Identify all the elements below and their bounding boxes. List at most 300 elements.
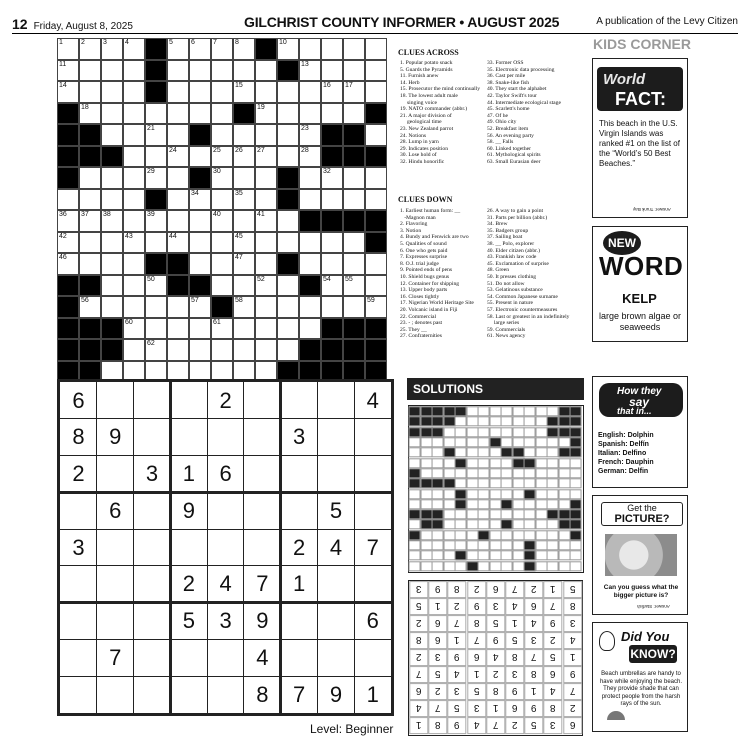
solution-cell	[536, 478, 548, 488]
solution-cell	[455, 540, 467, 550]
crossword-cell[interactable]	[123, 275, 145, 297]
solution-digit: 2	[409, 649, 428, 666]
clue-number: 62	[147, 340, 155, 347]
crossword-block	[189, 124, 211, 146]
language-label: Spanish:	[598, 441, 630, 448]
crossword-cell[interactable]	[167, 167, 189, 189]
sudoku-cell: 7	[256, 571, 269, 597]
crossword-cell[interactable]	[277, 296, 299, 318]
sudoku-cell[interactable]	[134, 566, 171, 603]
crossword-cell[interactable]	[277, 124, 299, 146]
crossword-cell[interactable]	[167, 81, 189, 103]
crossword-cell[interactable]	[343, 38, 365, 60]
solution-cell	[478, 447, 490, 457]
crossword-cell[interactable]	[255, 232, 277, 254]
clue-number: 59	[367, 297, 375, 304]
solution-digit: 1	[505, 615, 524, 632]
crossword-cell[interactable]	[145, 339, 167, 361]
crossword-cell[interactable]	[299, 189, 321, 211]
solution-digit: 6	[543, 666, 562, 683]
crossword-cell[interactable]	[321, 81, 343, 103]
crossword-cell[interactable]	[255, 318, 277, 340]
crossword-cell[interactable]	[101, 275, 123, 297]
crossword-cell[interactable]	[123, 253, 145, 275]
sudoku-cell[interactable]	[354, 456, 391, 493]
solutions-title: SOLUTIONS	[407, 378, 584, 400]
crossword-cell[interactable]	[123, 318, 145, 340]
sudoku-cell[interactable]	[134, 492, 171, 529]
solution-cell	[513, 530, 525, 540]
crossword-cell[interactable]	[343, 253, 365, 275]
crossword-cell[interactable]	[255, 189, 277, 211]
solution-block	[421, 509, 433, 519]
sudoku-cell[interactable]	[60, 603, 97, 640]
did-you-label: Did You	[621, 629, 670, 644]
solution-cell	[455, 447, 467, 457]
crossword-cell[interactable]	[57, 81, 79, 103]
crossword-cell[interactable]	[123, 103, 145, 125]
crossword-cell[interactable]	[343, 167, 365, 189]
sudoku-gridline	[279, 382, 282, 713]
crossword-cell[interactable]	[145, 210, 167, 232]
crossword-cell[interactable]	[321, 296, 343, 318]
clue: 50. It presses clothing	[487, 273, 537, 280]
clue-number: 57	[191, 297, 199, 304]
crossword-cell[interactable]	[233, 81, 255, 103]
crossword-cell[interactable]	[101, 38, 123, 60]
crossword-cell[interactable]	[277, 103, 299, 125]
crossword-cell[interactable]	[255, 339, 277, 361]
sudoku-cell: 1	[182, 461, 195, 487]
sudoku-cell: 1	[366, 681, 379, 707]
crossword-block	[211, 296, 233, 318]
sudoku-cell[interactable]	[281, 456, 318, 493]
crossword-cell[interactable]	[123, 81, 145, 103]
sudoku-cell[interactable]	[134, 603, 171, 640]
crossword-cell[interactable]	[277, 210, 299, 232]
crossword-cell[interactable]	[167, 296, 189, 318]
crossword-cell[interactable]	[255, 253, 277, 275]
solution-digit: 3	[428, 649, 447, 666]
crossword-cell[interactable]	[123, 210, 145, 232]
solution-digit: 2	[467, 581, 486, 598]
crossword-cell[interactable]	[57, 210, 79, 232]
crossword-cell[interactable]	[233, 339, 255, 361]
crossword-cell[interactable]	[101, 210, 123, 232]
clue-number: 38	[103, 211, 111, 218]
crossword-cell[interactable]	[167, 146, 189, 168]
solution-cell	[547, 530, 559, 540]
solution-digit: 8	[447, 581, 466, 598]
solution-digit: 9	[447, 649, 466, 666]
crossword-cell[interactable]	[299, 103, 321, 125]
crossword-cell[interactable]	[189, 60, 211, 82]
crossword-cell[interactable]	[189, 210, 211, 232]
crossword-cell[interactable]	[233, 60, 255, 82]
solution-cell	[409, 437, 421, 447]
crossword-cell[interactable]	[167, 124, 189, 146]
header-rule	[12, 33, 738, 34]
sudoku-cell[interactable]	[134, 419, 171, 456]
solution-cell	[467, 530, 479, 540]
sudoku-cell[interactable]	[354, 492, 391, 529]
solution-cell	[536, 416, 548, 426]
crossword-cell[interactable]	[233, 167, 255, 189]
crossword-cell[interactable]	[123, 232, 145, 254]
crossword-cell[interactable]	[79, 189, 101, 211]
crossword-cell[interactable]	[189, 318, 211, 340]
crossword-cell[interactable]	[233, 253, 255, 275]
sudoku-cell[interactable]	[317, 603, 354, 640]
crossword-cell[interactable]	[365, 124, 387, 146]
crossword-cell[interactable]	[211, 253, 233, 275]
crossword-cell[interactable]	[321, 38, 343, 60]
crossword-cell[interactable]	[101, 103, 123, 125]
crossword-cell[interactable]	[145, 232, 167, 254]
clue-number: 25	[213, 146, 221, 154]
sudoku-cell[interactable]	[60, 639, 97, 676]
crossword-cell[interactable]	[123, 38, 145, 60]
how-they-say-badge	[599, 383, 683, 417]
sudoku-cell[interactable]	[354, 419, 391, 456]
crossword-cell[interactable]	[343, 60, 365, 82]
crossword-cell[interactable]	[79, 167, 101, 189]
sudoku-cell[interactable]	[60, 566, 97, 603]
clue: 18. The lowest adult male	[400, 92, 458, 99]
sudoku-cell[interactable]	[97, 456, 134, 493]
crossword-cell[interactable]	[255, 275, 277, 297]
solution-cell	[467, 406, 479, 416]
crossword-cell[interactable]	[299, 167, 321, 189]
solution-digit: 4	[447, 666, 466, 683]
crossword-cell[interactable]	[365, 253, 387, 275]
crossword-cell[interactable]	[365, 38, 387, 60]
crossword-cell[interactable]	[321, 275, 343, 297]
crossword-cell[interactable]	[343, 81, 365, 103]
sudoku-cell[interactable]	[170, 676, 207, 713]
sudoku-cell[interactable]	[244, 492, 281, 529]
crossword-cell[interactable]	[101, 124, 123, 146]
sudoku-cell[interactable]	[207, 676, 244, 713]
crossword-cell[interactable]	[255, 81, 277, 103]
crossword-cell[interactable]	[233, 318, 255, 340]
sudoku-cell[interactable]	[60, 676, 97, 713]
crossword-cell[interactable]	[343, 296, 365, 318]
crossword-block	[321, 124, 343, 146]
clue: 61. Mythological spirits	[487, 152, 541, 159]
crossword-cell[interactable]	[57, 189, 79, 211]
solution-cell	[536, 550, 548, 560]
crossword-cell[interactable]	[211, 232, 233, 254]
sudoku-cell[interactable]	[317, 639, 354, 676]
crossword-cell[interactable]	[365, 296, 387, 318]
solution-cell	[536, 427, 548, 437]
crossword-cell[interactable]	[189, 339, 211, 361]
crossword-cell[interactable]	[255, 167, 277, 189]
crossword-cell[interactable]	[167, 103, 189, 125]
sudoku-cell[interactable]	[354, 566, 391, 603]
crossword-cell[interactable]	[79, 38, 101, 60]
crossword-cell[interactable]	[299, 232, 321, 254]
solution-cell	[409, 550, 421, 560]
know-label: KNOW?	[630, 647, 676, 661]
crossword-cell[interactable]	[57, 38, 79, 60]
crossword-block	[189, 167, 211, 189]
crossword-cell[interactable]	[299, 146, 321, 168]
sudoku-cell[interactable]	[97, 382, 134, 419]
solution-digit: 7	[505, 581, 524, 598]
crossword-cell[interactable]	[211, 318, 233, 340]
crossword-cell[interactable]	[211, 189, 233, 211]
sudoku-cell[interactable]	[317, 382, 354, 419]
crossword-cell[interactable]	[189, 296, 211, 318]
sudoku-cell: 6	[72, 387, 85, 413]
crossword-cell[interactable]	[189, 253, 211, 275]
crossword-cell[interactable]	[211, 275, 233, 297]
crossword-cell[interactable]	[123, 189, 145, 211]
solution-block	[432, 478, 444, 488]
sudoku-cell[interactable]	[207, 529, 244, 566]
crossword-cell[interactable]	[255, 296, 277, 318]
crossword-cell[interactable]	[365, 81, 387, 103]
sudoku-cell[interactable]	[170, 639, 207, 676]
clue-number: 42	[59, 232, 67, 240]
crossword-cell[interactable]	[145, 124, 167, 146]
crossword-cell[interactable]	[101, 81, 123, 103]
crossword-cell[interactable]	[123, 60, 145, 82]
sudoku-cell[interactable]	[244, 529, 281, 566]
clue: 37. Sailing boat	[487, 234, 523, 241]
crossword-cell[interactable]	[211, 167, 233, 189]
crossword-cell[interactable]	[277, 38, 299, 60]
crossword-cell[interactable]	[299, 318, 321, 340]
clue-number: 55	[345, 275, 353, 283]
crossword-cell[interactable]	[343, 275, 365, 297]
clues-across-title: CLUES ACROSS	[398, 48, 459, 57]
crossword-cell[interactable]	[233, 189, 255, 211]
new-word-definition: large brown algae or seaweeds	[598, 311, 682, 332]
crossword-cell[interactable]	[255, 60, 277, 82]
crossword-cell[interactable]	[123, 124, 145, 146]
sudoku-cell[interactable]	[170, 529, 207, 566]
sudoku-cell[interactable]	[281, 492, 318, 529]
crossword-cell[interactable]	[365, 167, 387, 189]
sudoku-cell[interactable]	[97, 676, 134, 713]
sudoku-cell[interactable]	[97, 529, 134, 566]
crossword-cell[interactable]	[365, 60, 387, 82]
crossword-cell[interactable]	[145, 275, 167, 297]
crossword-cell[interactable]	[211, 38, 233, 60]
crossword-cell[interactable]	[167, 189, 189, 211]
crossword-cell[interactable]	[277, 232, 299, 254]
crossword-cell[interactable]	[299, 253, 321, 275]
solution-cell	[432, 540, 444, 550]
solution-cell	[421, 540, 433, 550]
clue-number: 5	[169, 39, 173, 46]
crossword-cell[interactable]	[189, 38, 211, 60]
crossword-cell[interactable]	[233, 232, 255, 254]
crossword-cell[interactable]	[211, 210, 233, 232]
sudoku-cell[interactable]	[317, 566, 354, 603]
clue: 6. One who gets paid	[400, 247, 448, 254]
crossword-cell[interactable]	[123, 339, 145, 361]
clue: 23. - ; denotes past	[400, 320, 443, 327]
crossword-cell[interactable]	[211, 339, 233, 361]
crossword-cell[interactable]	[189, 81, 211, 103]
sudoku-cell[interactable]	[97, 566, 134, 603]
sudoku-cell[interactable]	[134, 676, 171, 713]
crossword-cell[interactable]	[343, 189, 365, 211]
crossword-cell[interactable]	[189, 232, 211, 254]
crossword-block	[79, 124, 101, 146]
solution-cell	[467, 458, 479, 468]
crossword-cell[interactable]	[277, 146, 299, 168]
crossword-cell[interactable]	[255, 146, 277, 168]
crossword-cell[interactable]	[365, 189, 387, 211]
crossword-cell[interactable]	[101, 232, 123, 254]
crossword-cell[interactable]	[255, 124, 277, 146]
crossword-cell[interactable]	[167, 210, 189, 232]
crossword-cell[interactable]	[321, 167, 343, 189]
crossword-cell[interactable]	[189, 103, 211, 125]
clue-number: 45	[235, 232, 243, 240]
solution-cell	[536, 530, 548, 540]
crossword-cell[interactable]	[277, 81, 299, 103]
crossword-cell[interactable]	[57, 253, 79, 275]
crossword-cell[interactable]	[233, 275, 255, 297]
crossword-cell[interactable]	[101, 60, 123, 82]
crossword-cell[interactable]	[233, 146, 255, 168]
crossword-block	[321, 339, 343, 361]
crossword-cell[interactable]	[167, 318, 189, 340]
crossword-cell[interactable]	[79, 253, 101, 275]
crossword-cell[interactable]	[233, 38, 255, 60]
crossword-cell[interactable]	[299, 38, 321, 60]
crossword-cell[interactable]	[79, 232, 101, 254]
solution-cell	[421, 458, 433, 468]
clue: 58. Last or greatest in an indefinitely	[487, 313, 570, 320]
crossword-cell[interactable]	[321, 253, 343, 275]
crossword-cell[interactable]	[321, 103, 343, 125]
crossword-cell[interactable]	[79, 60, 101, 82]
sudoku-cell[interactable]	[134, 639, 171, 676]
crossword-cell[interactable]	[299, 81, 321, 103]
crossword-block	[343, 318, 365, 340]
crossword-cell[interactable]	[277, 339, 299, 361]
sudoku-cell[interactable]	[281, 639, 318, 676]
crossword-block	[277, 60, 299, 82]
crossword-cell[interactable]	[167, 38, 189, 60]
solution-cell	[559, 561, 571, 571]
crossword-cell[interactable]	[145, 296, 167, 318]
crossword-cell[interactable]	[145, 146, 167, 168]
sudoku-cell[interactable]	[244, 419, 281, 456]
crossword-cell[interactable]	[299, 124, 321, 146]
translation-row	[598, 467, 654, 476]
sudoku-cell[interactable]	[60, 492, 97, 529]
sudoku-cell[interactable]	[134, 382, 171, 419]
crossword-cell[interactable]	[189, 189, 211, 211]
solution-digit: 8	[409, 632, 428, 649]
sudoku-cell[interactable]	[244, 456, 281, 493]
sudoku-cell[interactable]	[281, 382, 318, 419]
crossword-cell[interactable]	[167, 232, 189, 254]
crossword-cell[interactable]	[57, 232, 79, 254]
crossword-cell[interactable]	[79, 210, 101, 232]
crossword-cell[interactable]	[211, 81, 233, 103]
sudoku-cell[interactable]	[207, 419, 244, 456]
crossword-cell[interactable]	[211, 103, 233, 125]
crossword-cell[interactable]	[321, 232, 343, 254]
crossword-cell[interactable]	[57, 60, 79, 82]
sudoku-cell[interactable]	[134, 529, 171, 566]
sudoku-cell[interactable]	[170, 382, 207, 419]
sudoku-cell[interactable]	[207, 639, 244, 676]
crossword-cell[interactable]	[211, 124, 233, 146]
crossword-cell[interactable]	[365, 275, 387, 297]
crossword-cell[interactable]	[101, 296, 123, 318]
sudoku-cell[interactable]	[170, 419, 207, 456]
clue-number: 26	[235, 146, 243, 154]
sudoku-cell[interactable]	[207, 492, 244, 529]
crossword-cell[interactable]	[233, 124, 255, 146]
crossword-cell[interactable]	[343, 232, 365, 254]
crossword-cell[interactable]	[145, 103, 167, 125]
crossword-cell[interactable]	[299, 60, 321, 82]
solution-cell	[478, 489, 490, 499]
crossword-cell[interactable]	[79, 81, 101, 103]
crossword-cell[interactable]	[101, 167, 123, 189]
crossword-cell[interactable]	[167, 339, 189, 361]
crossword-cell[interactable]	[343, 103, 365, 125]
sudoku-cell[interactable]	[97, 603, 134, 640]
sudoku-cell[interactable]	[281, 603, 318, 640]
crossword-cell[interactable]	[167, 60, 189, 82]
sudoku-cell[interactable]	[317, 419, 354, 456]
crossword-cell[interactable]	[145, 318, 167, 340]
clue: 4. Bundy and Fenwick are two	[400, 234, 469, 241]
crossword-cell[interactable]	[277, 275, 299, 297]
sudoku-cell[interactable]	[244, 382, 281, 419]
crossword-cell[interactable]	[277, 318, 299, 340]
crossword-cell[interactable]	[123, 146, 145, 168]
crossword-cell[interactable]	[321, 189, 343, 211]
crossword-cell[interactable]	[123, 167, 145, 189]
crossword-cell[interactable]	[101, 253, 123, 275]
crossword-cell[interactable]	[79, 296, 101, 318]
solution-cell	[490, 561, 502, 571]
sudoku-cell[interactable]	[317, 456, 354, 493]
crossword-block	[299, 339, 321, 361]
crossword-cell[interactable]	[189, 146, 211, 168]
crossword-cell[interactable]	[233, 210, 255, 232]
sudoku-cell[interactable]	[354, 639, 391, 676]
crossword-cell[interactable]	[299, 296, 321, 318]
crossword-cell[interactable]	[233, 296, 255, 318]
crossword-cell[interactable]	[321, 60, 343, 82]
crossword-cell[interactable]	[255, 210, 277, 232]
clue: 28. Lump in yarn	[400, 139, 439, 146]
crossword-cell[interactable]	[101, 189, 123, 211]
solution-digit: 2	[563, 700, 582, 717]
crossword-cell[interactable]	[79, 103, 101, 125]
crossword-cell[interactable]	[255, 103, 277, 125]
crossword-cell[interactable]	[211, 146, 233, 168]
solution-cell	[455, 509, 467, 519]
crossword-cell[interactable]	[123, 296, 145, 318]
crossword-cell[interactable]	[211, 60, 233, 82]
crossword-cell[interactable]	[145, 167, 167, 189]
